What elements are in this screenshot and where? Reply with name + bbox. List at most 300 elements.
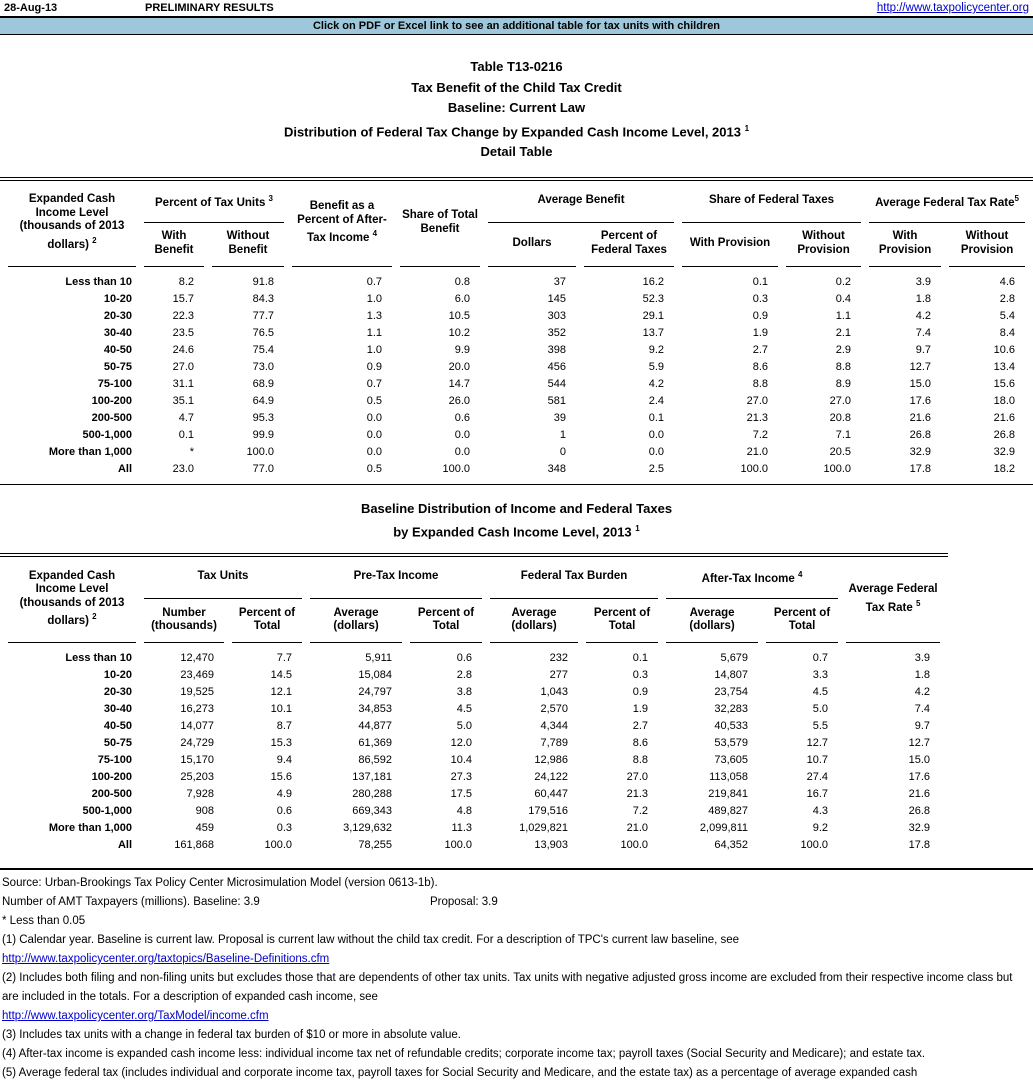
data-cell: 19,525 [180,686,214,699]
row-label: All [117,462,132,475]
data-cell: 64.9 [252,394,274,407]
data-cell: 15,084 [358,669,393,682]
table-row [8,342,1025,359]
data-cell: 0.3 [752,292,769,305]
data-cell: 15.7 [172,292,194,305]
data-cell: 75.4 [252,343,274,356]
info-banner: Click on PDF or Excel link to see an additional table for tax units with children [0,16,1033,35]
data-cell: 232 [549,652,569,665]
data-cell: 9.7 [914,720,931,733]
data-cell: 1.0 [366,343,382,356]
data-cell: 669,343 [352,805,393,818]
data-cell: 64,352 [714,839,749,852]
data-cell: 8.8 [632,754,649,767]
table-subject-title: Tax Benefit of the Child Tax Credit [411,79,622,95]
baseline-table-title-line1: Baseline Distribution of Income and Federal Taxes [360,500,673,516]
data-cell: 0.9 [752,309,769,322]
detail-table-header [8,181,1025,267]
data-cell: 908 [195,805,214,818]
data-cell: 4.9 [276,788,293,801]
table-row [8,786,940,803]
data-cell: 1.9 [632,703,649,716]
data-cell: 24,122 [534,771,569,784]
data-cell: 12.7 [908,737,931,750]
data-cell: 53,579 [714,737,749,750]
data-cell: * [189,445,194,458]
data-cell: 13,903 [534,839,569,852]
data-cell: 0.0 [454,428,470,441]
income-definition-link[interactable]: http://www.taxpolicycenter.org/TaxModel/income.cfm [2,1010,269,1023]
data-cell: 15.6 [270,771,293,784]
data-cell: 15.0 [908,754,931,767]
data-cell: 0.3 [276,822,293,835]
row-label: 100-200 [91,771,132,784]
col-header-percent-federal-taxes: Percent of Federal Taxes [584,223,674,267]
data-cell: 39 [553,411,566,424]
baseline-title: Baseline: Current Law [447,100,586,115]
data-cell: 73,605 [714,754,749,767]
data-cell: 44,877 [358,720,393,733]
amt-proposal-value: Proposal: 3.9 [430,896,498,909]
row-label: 500-1,000 [82,428,132,441]
data-cell: 16.7 [806,788,829,801]
data-cell: 52.3 [642,292,665,305]
col-group-average-federal-tax-rate: Average Federal Tax Rate$^5$ [869,181,1025,223]
data-cell: 1.8 [914,669,931,682]
table-row [8,359,1025,376]
data-cell: 1.9 [752,326,769,339]
baseline-table-body [8,643,940,860]
data-cell: 1,029,821 [519,822,569,835]
table-row [8,752,940,769]
row-label: 40-50 [103,343,132,356]
col-header-share-without-provision: Without Provision [786,223,861,267]
col-header-burden-average: Average (dollars) [490,599,578,643]
data-cell: 27.0 [172,360,194,373]
data-cell: 0.4 [835,292,852,305]
top-header-bar [0,0,1033,16]
data-cell: 12.7 [806,737,829,750]
data-cell: 12,470 [180,652,214,665]
data-cell: 489,827 [708,805,749,818]
data-cell: 7.4 [914,703,931,716]
data-cell: 5.0 [456,720,473,733]
data-cell: 0.0 [648,428,665,441]
data-cell: 32,283 [714,703,749,716]
data-cell: 0.0 [366,428,382,441]
data-cell: 2.9 [835,343,852,356]
data-cell: 348 [547,462,566,475]
data-cell: 352 [547,326,566,339]
data-cell: 8.6 [752,360,769,373]
data-cell: 29.1 [642,309,665,322]
data-cell: 21.6 [909,411,932,424]
data-cell: 0.0 [366,445,382,458]
col-header-with-benefit: With Benefit [144,223,204,267]
data-cell: 4.2 [915,309,932,322]
row-label: 20-30 [103,309,132,322]
distribution-title: Distribution of Federal Tax Change by Expanded Cash Income Level, 2013 $^1$ [283,123,750,139]
data-cell: 12,986 [534,754,569,767]
data-cell: 100.0 [620,839,649,852]
data-cell: 0.6 [454,411,470,424]
table-row [8,325,1025,342]
row-label: 50-75 [103,737,132,750]
data-cell: 8.2 [178,275,194,288]
table-row [8,376,1025,393]
data-cell: 100.0 [740,462,769,475]
data-cell: 12.7 [909,360,932,373]
data-cell: 13.7 [642,326,665,339]
data-cell: 24.6 [172,343,194,356]
data-cell: 280,288 [352,788,393,801]
row-label: More than 1,000 [48,822,132,835]
amt-taxpayers-note [2,893,1031,912]
data-cell: 4,344 [540,720,569,733]
data-cell: 23.5 [172,326,194,339]
table-row [8,718,940,735]
footnote-1: (1) Calendar year. Baseline is current law. Proposal is current law without the child tax credit. For a description of TPC's current law baseline, see [2,934,740,947]
data-cell: 4.2 [914,686,931,699]
data-cell: 1.3 [366,309,382,322]
data-cell: 4.2 [648,377,665,390]
data-cell: 24,797 [358,686,393,699]
detail-table-title: Detail Table [480,144,553,160]
data-cell: 99.9 [252,428,274,441]
data-cell: 21.3 [626,788,649,801]
data-cell: 17.6 [909,394,932,407]
data-cell: 7.2 [632,805,649,818]
data-cell: 17.5 [450,788,473,801]
data-cell: 1.0 [366,292,382,305]
data-cell: 26.8 [909,428,932,441]
data-cell: 15.0 [909,377,932,390]
table-row [8,643,940,667]
baseline-table-title-line2: by Expanded Cash Income Level, 2013 $^1$ [393,524,640,540]
data-cell: 23.0 [172,462,194,475]
data-cell: 1.8 [915,292,932,305]
data-cell: 73.0 [252,360,274,373]
data-cell: 8.7 [276,720,293,733]
source-note: Source: Urban-Brookings Tax Policy Center Microsimulation Model (version 0613-1b). [2,877,438,890]
data-cell: 9.2 [648,343,665,356]
data-cell: 100.0 [823,462,852,475]
data-cell: 7.4 [915,326,932,339]
col-header-rate-with-provision: With Provision [869,223,941,267]
report-date: 28-Aug-13 [4,2,58,14]
data-cell: 145 [547,292,566,305]
data-cell: 27.3 [450,771,473,784]
data-cell: 22.3 [172,309,194,322]
data-cell: 398 [547,343,566,356]
data-cell: 8.8 [835,360,852,373]
col-header-without-benefit: Without Benefit [212,223,284,267]
data-cell: 40,533 [714,720,749,733]
data-cell: 0.6 [456,652,473,665]
data-cell: 12.0 [450,737,473,750]
row-label: All [117,839,132,852]
data-cell: 23,754 [714,686,749,699]
data-cell: 10.1 [270,703,293,716]
data-cell: 14.7 [448,377,470,390]
data-cell: 0.7 [366,275,382,288]
footnote-4: (4) After-tax income is expanded cash income less: individual income tax net of refundable credits; corporate income tax; payroll taxes (Social Security and Medicare); and estate tax. [2,1048,926,1061]
row-label: 75-100 [97,754,132,767]
row-label: 30-40 [103,326,132,339]
data-cell: 179,516 [528,805,569,818]
data-cell: 8.8 [752,377,769,390]
data-cell: 23,469 [180,669,214,682]
data-cell: 0.1 [648,411,665,424]
taxpolicycenter-link[interactable]: http://www.taxpolicycenter.org [876,2,1029,14]
baseline-table-header [8,557,940,643]
col-group-share-federal-taxes: Share of Federal Taxes [682,181,861,223]
row-label: More than 1,000 [48,445,132,458]
data-cell: 3.9 [915,275,932,288]
table-row [8,410,1025,427]
data-cell: 0.5 [366,462,382,475]
detail-table [0,177,1033,485]
data-cell: 8.4 [999,326,1016,339]
col-group-tax-units: Tax Units [144,557,302,599]
data-cell: 68.9 [252,377,274,390]
detail-table-body [8,267,1025,484]
table-row [8,291,1025,308]
data-cell: 0.0 [366,411,382,424]
data-cell: 0.7 [366,377,382,390]
data-cell: 4.8 [456,805,473,818]
row-label: 10-20 [103,292,132,305]
footnote-2: (2) Includes both filing and non-filing units but excludes those that are dependents of other tax units. Tax units with negative adjusted gross income are excluded from their respective income class but are included in the totals. For a description of expanded cash income, see [2,972,1013,1004]
data-cell: 3.9 [914,652,931,665]
data-cell: 14,807 [714,669,749,682]
data-cell: 32.9 [908,822,931,835]
col-header-share-with-provision: With Provision [682,223,778,267]
data-cell: 277 [549,669,569,682]
row-label: 200-500 [91,788,132,801]
data-cell: 303 [547,309,566,322]
data-cell: 100.0 [264,839,293,852]
row-label: 75-100 [97,377,132,390]
data-cell: 0.3 [632,669,649,682]
data-cell: 21.6 [993,411,1016,424]
data-cell: 10.2 [448,326,470,339]
data-cell: 37 [553,275,566,288]
col-header-benefit-pct-after-tax-income: Benefit as a Percent of After-Tax Income $^4$ [292,181,392,267]
table-row [8,267,1025,291]
data-cell: 26.8 [908,805,931,818]
data-cell: 27.0 [626,771,649,784]
table-row [8,820,940,837]
data-cell: 9.9 [454,343,470,356]
row-label: 40-50 [103,720,132,733]
data-cell: 0.1 [632,652,649,665]
col-header-pretax-percent: Percent of Total [410,599,482,643]
data-cell: 5.0 [812,703,829,716]
data-cell: 15,170 [180,754,214,767]
data-cell: 2.7 [752,343,769,356]
col-header-pretax-average: Average (dollars) [310,599,402,643]
data-cell: 27.4 [806,771,829,784]
col-header-aftertax-average: Average (dollars) [666,599,758,643]
data-cell: 5.4 [999,309,1016,322]
col-header-share-total-benefit: Share of Total Benefit [400,181,480,267]
data-cell: 76.5 [252,326,274,339]
col-header-number-thousands: Number (thousands) [144,599,224,643]
row-label: 500-1,000 [82,805,132,818]
data-cell: 34,853 [358,703,393,716]
col-header-aftertax-percent: Percent of Total [766,599,838,643]
data-cell: 20.0 [448,360,470,373]
baseline-definitions-link[interactable]: http://www.taxpolicycenter.org/taxtopics/Baseline-Definitions.cfm [2,953,330,966]
data-cell: 100.0 [800,839,829,852]
data-cell: 21.6 [908,788,931,801]
col-header-dollars: Dollars [488,223,576,267]
data-cell: 77.7 [252,309,274,322]
data-cell: 60,447 [534,788,569,801]
data-cell: 2.1 [835,326,852,339]
data-cell: 0.9 [366,360,382,373]
data-cell: 100.0 [444,839,473,852]
table-row [8,701,940,718]
col-header-income-level: Expanded Cash Income Level (thousands of 2013 dollars) $^2$ [8,181,136,267]
data-cell: 4.3 [812,805,829,818]
table-row [8,461,1025,484]
data-cell: 8.6 [632,737,649,750]
data-cell: 5,911 [365,652,393,665]
data-cell: 5,679 [720,652,749,665]
data-cell: 3,129,632 [343,822,393,835]
data-cell: 6.0 [454,292,470,305]
data-cell: 27.0 [746,394,769,407]
asterisk-note: * Less than 0.05 [2,915,86,928]
data-cell: 27.0 [829,394,852,407]
data-cell: 1,043 [540,686,569,699]
table-row [8,308,1025,325]
data-cell: 17.8 [908,839,931,852]
row-label: 20-30 [103,686,132,699]
data-cell: 113,058 [709,771,749,784]
data-cell: 2.7 [632,720,649,733]
data-cell: 14.5 [270,669,293,682]
data-cell: 2,570 [540,703,569,716]
data-cell: 10.4 [450,754,473,767]
data-cell: 11.3 [451,822,473,835]
data-cell: 12.1 [270,686,293,699]
data-cell: 35.1 [172,394,194,407]
baseline-distribution-table [0,553,948,860]
footnotes [0,870,1033,1083]
table-row [8,684,940,701]
data-cell: 20.5 [829,445,852,458]
data-cell: 18.0 [993,394,1016,407]
data-cell: 17.8 [909,462,932,475]
data-cell: 2.5 [648,462,665,475]
table-row [8,427,1025,444]
data-cell: 13.4 [993,360,1016,373]
footnote-3: (3) Includes tax units with a change in federal tax burden of $10 or more in absolute value. [2,1029,461,1042]
data-cell: 5.9 [648,360,665,373]
row-label: 50-75 [103,360,132,373]
data-cell: 0.1 [752,275,769,288]
col-group-average-benefit: Average Benefit [488,181,674,223]
data-cell: 16,273 [180,703,214,716]
data-cell: 1.1 [835,309,852,322]
data-cell: 0.2 [835,275,852,288]
data-cell: 4.7 [178,411,194,424]
data-cell: 24,729 [180,737,214,750]
data-cell: 0.5 [366,394,382,407]
table-number-title: Table T13-0216 [470,59,563,74]
data-cell: 0.7 [812,652,829,665]
data-cell: 9.4 [276,754,293,767]
data-cell: 31.1 [172,377,194,390]
data-cell: 10.6 [993,343,1016,356]
data-cell: 20.8 [829,411,852,424]
data-cell: 25,203 [180,771,214,784]
col-header-rate-without-provision: Without Provision [949,223,1025,267]
data-cell: 10.5 [448,309,470,322]
data-cell: 544 [547,377,566,390]
data-cell: 4.5 [812,686,829,699]
data-cell: 78,255 [358,839,393,852]
preliminary-results-label: PRELIMINARY RESULTS [145,2,274,14]
data-cell: 0.9 [632,686,649,699]
data-cell: 26.8 [993,428,1016,441]
data-cell: 0.0 [648,445,665,458]
data-cell: 5.5 [812,720,829,733]
row-label: Less than 10 [65,652,132,665]
data-cell: 2.8 [456,669,473,682]
table-row [8,837,940,860]
col-group-federal-tax-burden: Federal Tax Burden [490,557,658,599]
amt-baseline-value: Number of AMT Taxpayers (millions). Baseline: 3.9 [2,896,260,909]
data-cell: 26.0 [448,394,470,407]
data-cell: 100.0 [246,445,274,458]
footnote-5: (5) Average federal tax (includes individual and corporate income tax, payroll taxes for Social Security and Medicare, and the estate tax) as a percentage of average expanded cash [2,1067,918,1080]
data-cell: 7,789 [540,737,569,750]
data-cell: 0.0 [454,445,470,458]
data-cell: 7.1 [835,428,852,441]
data-cell: 7.7 [276,652,293,665]
baseline-table-title-block [0,499,1033,543]
table-title-block [0,57,1033,163]
table-row [8,803,940,820]
data-cell: 18.2 [993,462,1016,475]
col-header-income-level: Expanded Cash Income Level (thousands of 2013 dollars) $^2$ [8,557,136,643]
data-cell: 7,928 [186,788,214,801]
data-cell: 161,868 [174,839,214,852]
data-cell: 61,369 [358,737,393,750]
row-label: 30-40 [103,703,132,716]
data-cell: 7.2 [752,428,769,441]
data-cell: 581 [547,394,566,407]
row-label: 100-200 [91,394,132,407]
col-group-after-tax-income: After-Tax Income $^4$ [666,557,838,599]
data-cell: 459 [195,822,214,835]
data-cell: 32.9 [909,445,932,458]
table-row [8,393,1025,410]
data-cell: 2.8 [999,292,1016,305]
data-cell: 0 [559,445,566,458]
data-cell: 0.6 [276,805,293,818]
table-row [8,667,940,684]
data-cell: 10.7 [806,754,829,767]
data-cell: 21.0 [626,822,649,835]
row-label: 10-20 [103,669,132,682]
data-cell: 21.0 [746,445,769,458]
data-cell: 95.3 [252,411,274,424]
